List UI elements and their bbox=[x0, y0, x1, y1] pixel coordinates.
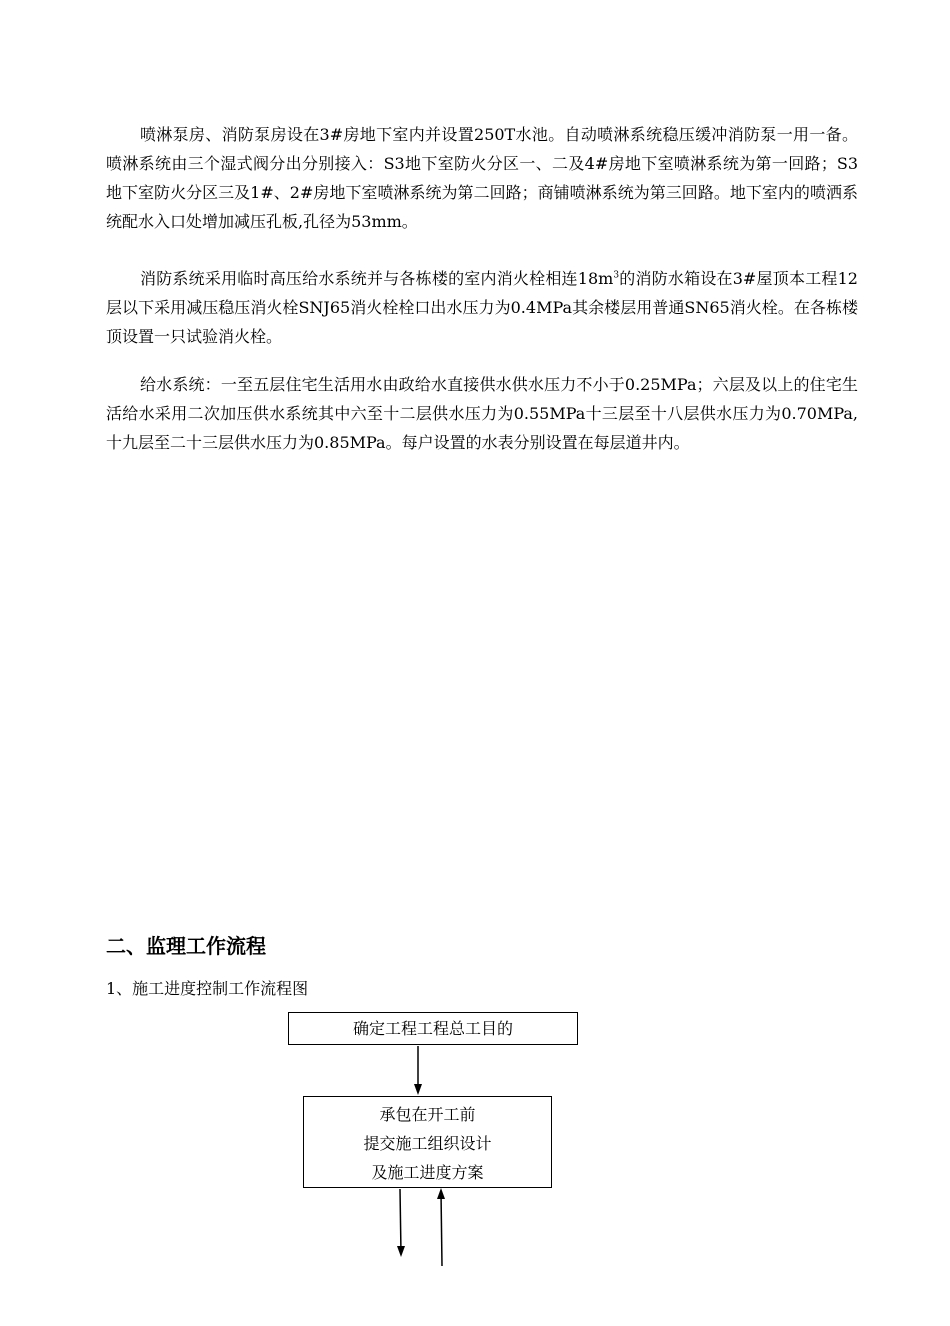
paragraph-fire-hydrant bbox=[106, 264, 858, 351]
flow-box-determine-goal: 确定工程工程总工目的 bbox=[288, 1012, 578, 1045]
superscript-cubic: 3 bbox=[613, 270, 620, 281]
arrow-head-down-2 bbox=[397, 1246, 405, 1257]
section-subheading: 1、施工进度控制工作流程图 bbox=[106, 979, 309, 998]
paragraph-fire-hydrant-part-a: 消防系统采用临时高压给水系统并与各栋楼的室内消火栓相连18m bbox=[140, 269, 614, 288]
paragraph-water-supply: 给水系统：一至五层住宅生活用水由政给水直接供水供水压力不小于0.25MPa；六层及以上的住宅生活给水采用二次加压供水系统其中六至十二层供水压力为0.55MPa十三层至十八层供水压力为0.70MPa,十九层至二十三层供水压力为0.85MPa。每户设置的水表分别设置在每层道井内。 bbox=[106, 375, 858, 452]
arrow-up-to-box2 bbox=[441, 1192, 442, 1266]
arrow-head-down-1 bbox=[414, 1084, 422, 1095]
arrow-head-up bbox=[437, 1188, 445, 1199]
flow-box-submit-plan-line-3: 及施工进度方案 bbox=[371, 1163, 484, 1182]
paragraph-fire-hydrant-part-b: 的消防水箱设在3#屋顶本工程12层以下采用减压稳压消火栓SNJ65消火栓栓口出水压力为0.4MPa其余楼层用普通SN65消火栓。在各栋楼顶设置一只试验消火栓。 bbox=[106, 269, 858, 346]
flow-box-submit-plan-line-1: 承包在开工前 bbox=[379, 1105, 476, 1124]
section-heading: 二、监理工作流程 bbox=[106, 934, 266, 958]
paragraph-fire-sprinkler: 喷淋泵房、消防泵房设在3#房地下室内并设置250T水池。自动喷淋系统稳压缓冲消防泵一用一备。喷淋系统由三个湿式阀分出分别接入：S3地下室防火分区一、二及4#房地下室喷淋系统为第一回路；S3地下室防火分区三及1#、2#房地下室喷淋系统为第二回路；商铺喷淋系统为第三回路。地下室内的喷洒系统配水入口处增加减压孔板,孔径为53mm。 bbox=[106, 125, 858, 231]
flow-box-submit-plan-line-2: 提交施工组织设计 bbox=[363, 1134, 492, 1153]
arrow-down-from-box2 bbox=[400, 1189, 401, 1254]
flow-box-submit-plan bbox=[303, 1096, 552, 1188]
